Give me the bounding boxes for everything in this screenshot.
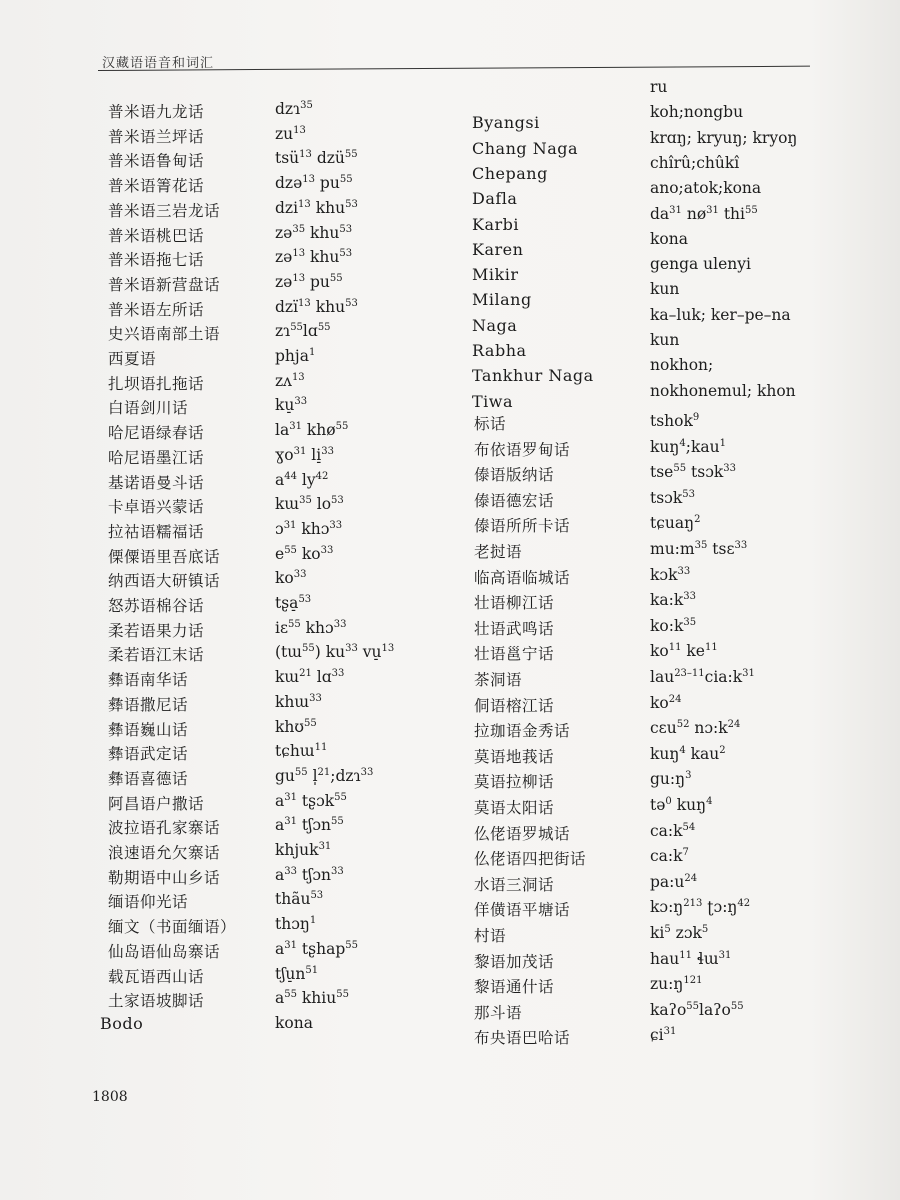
dialect-name: 普米语左所话 — [108, 300, 205, 319]
word-form: $gu:ŋ^3$ — [650, 770, 692, 789]
dialect-name: 载瓦语西山话 — [108, 967, 205, 986]
word-form: $zu:ŋ^{121}$ — [650, 975, 703, 994]
word-form: $a^{31}$ tʃɔn$^{55}$ — [275, 816, 344, 835]
word-form: kun — [650, 331, 680, 349]
word-form: khɯ$^{33}$ — [275, 692, 322, 711]
word-form: kɯ$^{21}$ lɑ$^{33}$ — [275, 667, 345, 687]
dialect-name: 普米语兰坪话 — [108, 127, 205, 146]
dialect-name: 傣语德宏话 — [474, 491, 555, 510]
dialect-name: 彝语武定话 — [108, 745, 189, 764]
word-form: ru — [650, 78, 668, 96]
dialect-name: 布依语罗甸话 — [474, 440, 571, 459]
dialect-name: 傣语所所卡话 — [474, 517, 571, 536]
dialect-name: Tankhur Naga — [472, 366, 594, 386]
dialect-name: 临高语临城话 — [474, 568, 571, 587]
word-form: $ca:k^{54}$ — [650, 821, 696, 840]
word-form: koh;nongbu — [650, 103, 744, 122]
word-form: $zu^{13}$ — [275, 124, 306, 143]
dialect-name: Rabha — [472, 341, 527, 360]
word-form: ɔ$^{31}$ khɔ$^{33}$ — [275, 519, 343, 538]
word-form: hau$^{11}$ ɬɯ$^{31}$ — [650, 949, 732, 968]
dialect-name: 壮语邕宁话 — [474, 645, 555, 664]
dialect-name: 拉祜语糯福话 — [108, 522, 205, 541]
word-form: chîrû;chûkî — [650, 153, 740, 172]
word-form: $kɔ:ŋ^{213}$ $ʈɔ:ŋ^{42}$ — [650, 898, 751, 917]
word-form: phja$^1$ — [275, 346, 316, 365]
word-form: tse$^{55}$ tsɔk$^{33}$ — [650, 463, 737, 482]
dialect-name: 彝语撒尼话 — [108, 695, 189, 714]
dialect-name: 彝语巍山话 — [108, 720, 189, 739]
dialect-name: Bodo — [100, 1013, 144, 1033]
word-form: dzï$^{13}$ khu$^{53}$ — [275, 297, 358, 316]
dialect-name: 哈尼语墨江话 — [108, 448, 205, 467]
word-form: $a^{31}$ tʂhap$^{55}$ — [275, 939, 358, 958]
dialect-name: 傣语版纳话 — [474, 466, 555, 485]
dialect-name: 黎语通什话 — [474, 978, 555, 997]
word-form: $gu^{55}$ l̩$^{21}$;dzɿ$^{33}$ — [275, 766, 374, 785]
word-form: $ko^{33}$ — [275, 569, 307, 588]
dialect-name: Karbi — [472, 214, 519, 234]
word-form: ku̠$^{33}$ — [275, 396, 308, 415]
dialect-name: 怒苏语棉谷话 — [108, 597, 205, 615]
dialect-name: 仙岛语仙岛寨话 — [108, 942, 221, 961]
word-form: $a^{55}$ khiu$^{55}$ — [275, 989, 349, 1008]
page-number: 1808 — [92, 1089, 128, 1105]
word-form: kona — [275, 1013, 313, 1032]
word-form: tə$^0$ kuŋ$^4$ — [650, 795, 713, 814]
dialect-name: 波拉语孔家寨话 — [108, 819, 221, 838]
word-form: $e^{55}$ $ko^{33}$ — [275, 544, 334, 563]
dialect-name: 普米语三岩龙话 — [108, 201, 221, 220]
dialect-name: 柔若语果力话 — [108, 621, 205, 640]
dialect-name: 老挝语 — [474, 543, 523, 561]
dialect-name: 彝语喜德话 — [108, 769, 189, 788]
dialect-name: 哈尼语绿春话 — [108, 424, 205, 443]
word-form: $a^{33}$ tʃɔn$^{33}$ — [275, 865, 344, 884]
dialect-name: Milang — [472, 290, 532, 310]
word-form: krɑŋ; kryuŋ; kryoŋ — [650, 128, 798, 147]
word-form: ɣo$^{31}$ li̠$^{33}$ — [275, 445, 334, 464]
word-form: zə$^{13}$ khu$^{53}$ — [275, 248, 353, 267]
dialect-name: 普米语箐花话 — [108, 177, 205, 196]
dialect-name: 仫佬语罗城话 — [474, 824, 571, 843]
word-form: tʂa̠$^{53}$ — [275, 593, 312, 612]
dialect-name: Naga — [472, 315, 518, 335]
dialect-name: 茶洞语 — [474, 671, 523, 689]
word-form: tɕuaŋ$^2$ — [650, 514, 701, 533]
word-form: ka–luk; ker–pe–na — [650, 305, 791, 324]
word-form: zʌ$^{13}$ — [275, 371, 305, 390]
dialect-name: Chang Naga — [472, 138, 579, 158]
word-form: khjuk$^{31}$ — [275, 840, 332, 859]
word-form: $ka:k^{33}$ — [650, 591, 696, 610]
dialect-name: 莫语拉柳话 — [474, 773, 555, 792]
dialect-name: 阿昌语户撒话 — [108, 794, 205, 813]
word-form: zə$^{13}$ $pu^{55}$ — [275, 272, 343, 291]
word-form: $ko^{11}$ $ke^{11}$ — [650, 642, 718, 661]
word-form: kun — [650, 280, 680, 299]
word-form: $ca:k^7$ — [650, 847, 689, 866]
word-form: tɕhɯ$^{11}$ — [275, 742, 328, 761]
word-form: dzi$^{13}$ khu$^{53}$ — [275, 198, 358, 217]
word-form: tsɔk$^{53}$ — [650, 488, 695, 507]
word-form: $la^{31}$ khø$^{55}$ — [275, 420, 349, 440]
dialect-name: 普米语新营盘话 — [108, 275, 221, 294]
word-form: cɛu$^{52}$ $nɔ:k^{24}$ — [650, 719, 741, 738]
word-form: $ko^{24}$ — [650, 693, 682, 712]
dialect-name: 浪速语允欠寨话 — [108, 844, 221, 862]
dialect-name: 侗语榕江话 — [474, 696, 555, 715]
word-form: $pa:u^{24}$ — [650, 872, 698, 891]
dialect-name: 缅语仰光话 — [108, 893, 189, 912]
dialect-name: 村语 — [474, 927, 507, 945]
word-form: zə$^{35}$ khu$^{53}$ — [275, 223, 353, 242]
dialect-name: 柔若语江末话 — [108, 646, 205, 665]
dialect-name: 基诺语曼斗话 — [108, 473, 205, 492]
word-form: thãu$^{53}$ — [275, 890, 324, 909]
dialect-name: 普米语九龙话 — [108, 103, 205, 121]
word-form: tsü$^{13}$ dzü$^{55}$ — [275, 149, 358, 168]
word-form: dzɿ$^{35}$ — [275, 99, 313, 118]
dialect-name: 普米语鲁甸话 — [108, 152, 205, 171]
word-form: $a^{31}$ tʂɔk$^{55}$ — [275, 791, 347, 810]
word-form: thɔŋ$^1$ — [275, 914, 317, 934]
dialect-name: 拉珈语金秀话 — [474, 722, 571, 741]
dialect-name: 普米语桃巴话 — [108, 226, 205, 245]
dialect-name: 普米语拖七话 — [108, 251, 205, 270]
dialect-name: 纳西语大研镇话 — [108, 572, 221, 591]
word-form: $lau^{23-11}cia:k^{31}$ — [650, 667, 755, 686]
word-form: genga ulenyi — [650, 255, 751, 274]
word-form: kɔk$^{33}$ — [650, 565, 691, 584]
word-form: kuŋ$^4$;kau$^1$ — [650, 437, 726, 456]
word-form: $a^{44}$ $ly^{42}$ — [275, 470, 329, 489]
dialect-name: Chepang — [472, 163, 548, 183]
dialect-name: Karen — [472, 239, 524, 259]
word-form: $ko:k^{35}$ — [650, 616, 697, 635]
dialect-name: 那斗语 — [474, 1003, 523, 1022]
dialect-name: 壮语武鸣话 — [474, 619, 555, 638]
word-form: kona — [650, 229, 688, 248]
word-form: $da^{31}$ $nø^{31}$ thi$^{55}$ — [650, 204, 758, 223]
dialect-name: 黎语加茂话 — [474, 952, 555, 971]
word-form: khʊ$^{55}$ — [275, 717, 317, 736]
word-form: ɕi$^{31}$ — [650, 1026, 677, 1045]
word-form: kuŋ$^4$ kau$^2$ — [650, 744, 726, 763]
word-form: nokhonemul; khon — [650, 381, 796, 400]
dialect-name: Byangsi — [472, 113, 540, 133]
dialect-name: 壮语柳江话 — [474, 594, 555, 613]
word-form: $mu:m^{35}$ tsɛ$^{33}$ — [650, 539, 748, 558]
word-form: (tɯ$^{55}$) $ku^{33}$ vu̠$^{13}$ — [275, 643, 395, 662]
dialect-name: Tiwa — [472, 391, 514, 411]
word-form: zɿ$^{55}$lɑ$^{55}$ — [275, 322, 331, 341]
dialect-name: 西夏语 — [108, 350, 157, 368]
word-form: nokhon; — [650, 356, 714, 375]
word-form: $ki^5$ zɔk$^5$ — [650, 923, 709, 942]
dialect-name: 仫佬语四把街话 — [474, 850, 587, 869]
dialect-name: 卡卓语兴蒙话 — [108, 498, 205, 517]
word-form: iɛ$^{55}$ khɔ$^{33}$ — [275, 618, 347, 637]
dialect-name: Mikir — [472, 265, 519, 285]
word-form: $tʃu̠n^{51}$ — [275, 964, 319, 983]
dialect-name: 水语三洞话 — [474, 875, 555, 894]
dialect-name: 佯僙语平塘话 — [474, 901, 571, 920]
dialect-name: 缅文（书面缅语） — [108, 918, 237, 937]
word-form: kɯ$^{35}$ $lo^{53}$ — [275, 495, 344, 514]
word-form: dzə$^{13}$ $pu^{55}$ — [275, 173, 353, 193]
dialect-name: 彝语南华话 — [108, 671, 189, 690]
dialect-name: 布央语巴哈话 — [474, 1029, 571, 1048]
dialect-name: 莫语太阳话 — [474, 799, 555, 817]
dialect-name: 莫语地莪话 — [474, 747, 555, 766]
dialect-name: 史兴语南部土语 — [108, 325, 221, 344]
word-form: tshok$^9$ — [650, 411, 700, 430]
dialect-name: 土家语坡脚话 — [108, 992, 205, 1011]
dialect-name: 标话 — [474, 415, 507, 433]
running-header: 汉藏语语音和词汇 — [102, 56, 215, 71]
word-form: ano;atok;kona — [650, 179, 762, 198]
dialect-name: 白语剑川话 — [108, 399, 189, 418]
dialect-name: 勒期语中山乡话 — [108, 868, 221, 887]
word-form: kaʔo$^{55}$laʔo$^{55}$ — [650, 1000, 744, 1019]
dialect-name: Dafla — [472, 189, 518, 209]
dialect-name: 傈僳语里吾底话 — [108, 547, 221, 566]
dialect-name: 扎坝语扎拖话 — [108, 374, 205, 393]
